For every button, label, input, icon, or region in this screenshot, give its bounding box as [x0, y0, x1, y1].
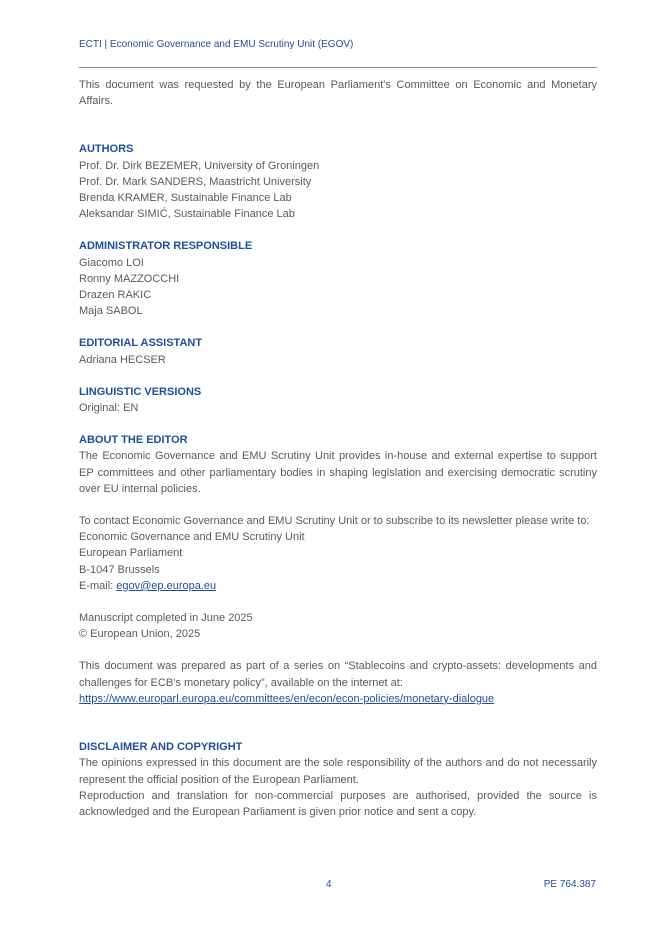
document-reference: PE 764.387 — [543, 879, 596, 890]
about-section — [79, 432, 597, 594]
administrator-heading: ADMINISTRATOR RESPONSIBLE — [79, 240, 253, 253]
page-number: 4 — [326, 879, 332, 890]
series-section — [79, 658, 597, 707]
email-link[interactable]: egov@ep.europa.eu — [116, 579, 217, 592]
address-line: European Parliament — [79, 547, 183, 560]
author-name: Aleksandar SIMIĆ, Sustainable Finance Lab — [79, 208, 295, 221]
administrator-name: Drazen RAKIC — [79, 289, 152, 302]
manuscript-section — [79, 610, 597, 642]
contact-intro: To contact Economic Governance and EMU Scrutiny Unit or to subscribe to its newsletter please write to: — [79, 515, 590, 528]
author-name: Prof. Dr. Dirk BEZEMER, University of Groningen — [79, 159, 320, 172]
about-text: The Economic Governance and EMU Scrutiny Unit provides in-house and external expertise to support EP committees and other parliamentary bodies in shaping legislation and exercising democratic scrutiny over EU internal policies. — [79, 450, 597, 495]
editorial-name: Adriana HECSER — [79, 353, 166, 366]
administrator-name: Ronny MAZZOCCHI — [79, 272, 180, 285]
email-line — [79, 578, 597, 594]
author-name: Brenda KRAMER, Sustainable Finance Lab — [79, 192, 292, 205]
manuscript-completed: Manuscript completed in June 2025 — [79, 612, 253, 625]
reproduction-text: Reproduction and translation for non-commercial purposes are authorised, provided the source is acknowledged and the European Parliament is given prior notice and sent a copy. — [79, 789, 597, 818]
disclaimer-section — [79, 739, 597, 820]
copyright-line: © European Union, 2025 — [79, 628, 201, 641]
disclaimer-text: The opinions expressed in this document are the sole responsibility of the authors and do not necessarily represent the official position of the European Parliament. — [79, 757, 597, 786]
editorial-heading: EDITORIAL ASSISTANT — [79, 337, 203, 350]
about-heading: ABOUT THE EDITOR — [79, 434, 188, 447]
authors-section — [79, 141, 597, 222]
administrator-section — [79, 238, 597, 319]
disclaimer-heading: DISCLAIMER AND COPYRIGHT — [79, 741, 243, 754]
email-label: E-mail: — [79, 579, 117, 592]
linguistic-heading: LINGUISTIC VERSIONS — [79, 385, 202, 398]
editorial-section — [79, 335, 597, 367]
administrator-name: Giacomo LOI — [79, 256, 144, 269]
document-body — [79, 77, 597, 820]
authors-heading: AUTHORS — [79, 143, 134, 156]
intro-paragraph: This document was requested by the European Parliament's Committee on Economic and Monetary Affairs. — [79, 79, 597, 108]
author-name: Prof. Dr. Mark SANDERS, Maastricht University — [79, 175, 312, 188]
header-divider — [79, 67, 597, 68]
address-line: B-1047 Brussels — [79, 563, 160, 576]
linguistic-text: Original: EN — [79, 402, 139, 415]
series-text: This document was prepared as part of a series on “Stablecoins and crypto-assets: developments and challenges for ECB’s monetary policy”, available on the internet at: — [79, 660, 597, 689]
address-line: Economic Governance and EMU Scrutiny Unit — [79, 531, 305, 544]
series-url-link[interactable]: https://www.europarl.europa.eu/committees/en/econ/econ-policies/monetary-dialogue — [79, 692, 495, 705]
administrator-name: Maja SABOL — [79, 305, 143, 318]
running-header: ECTI | Economic Governance and EMU Scrutiny Unit (EGOV) — [79, 39, 354, 50]
linguistic-section — [79, 384, 597, 416]
